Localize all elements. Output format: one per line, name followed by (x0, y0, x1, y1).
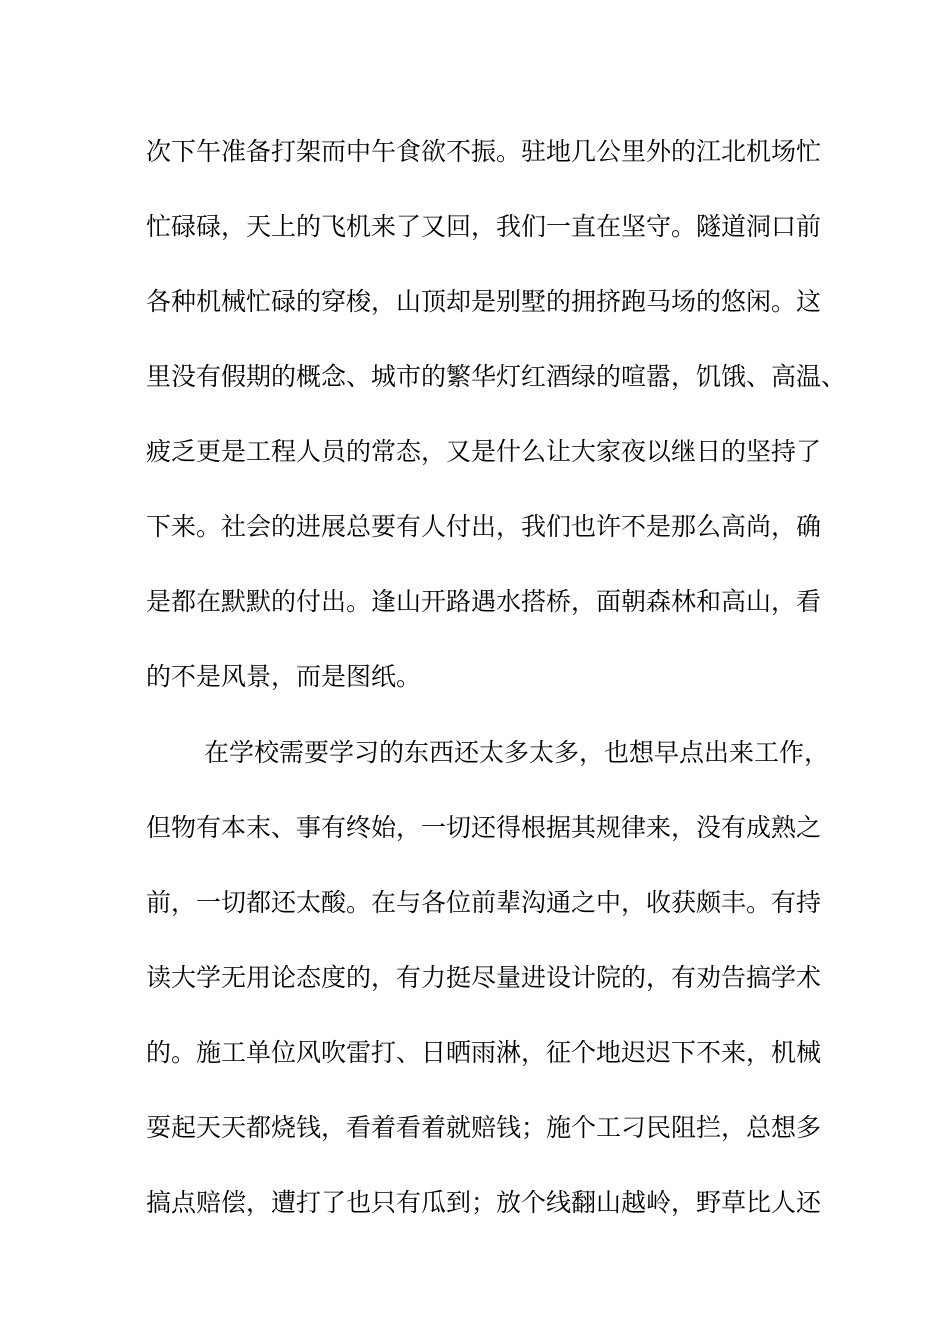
paragraph-1-line-1: 次下午准备打架而中午食欲不振。驻地几公里外的江北机场忙 (146, 137, 822, 166)
paragraph-2-line-7: 搞点赔偿，遭打了也只有瓜到；放个线翻山越岭，野草比人还 (146, 1188, 822, 1217)
paragraph-2-line-6: 耍起天天都烧钱，看着看着就赔钱；施个工刁民阻拦，总想多 (146, 1113, 822, 1142)
paragraph-2-line-2: 但物有本末、事有终始，一切还得根据其规律来，没有成熟之 (146, 813, 822, 842)
paragraph-1-line-2: 忙碌碌，天上的飞机来了又回，我们一直在坚守。隧道洞口前 (146, 212, 822, 241)
paragraph-1-line-3: 各种机械忙碌的穿梭，山顶却是别墅的拥挤跑马场的悠闲。这 (146, 287, 822, 316)
paragraph-2-line-4: 读大学无用论态度的，有力挺尽量进设计院的，有劝告搞学术 (146, 963, 822, 992)
paragraph-2-line-1: 在学校需要学习的东西还太多太多，也想早点出来工作， (204, 738, 830, 767)
paragraph-1-line-8: 的不是风景，而是图纸。 (146, 662, 422, 691)
paragraph-2-line-5: 的。施工单位风吹雷打、日晒雨淋，征个地迟迟下不来，机械 (146, 1038, 822, 1067)
paragraph-1-line-7: 是都在默默的付出。逢山开路遇水搭桥，面朝森林和高山，看 (146, 587, 822, 616)
paragraph-1-line-5: 疲乏更是工程人员的常态，又是什么让大家夜以继日的坚持了 (146, 437, 822, 466)
paragraph-2-line-3: 前，一切都还太酸。在与各位前辈沟通之中，收获颇丰。有持 (146, 888, 822, 917)
paragraph-1-line-6: 下来。社会的进展总要有人付出，我们也许不是那么高尚，确 (146, 512, 822, 541)
paragraph-1-line-4: 里没有假期的概念、城市的繁华灯红酒绿的喧嚣，饥饿、高温、 (146, 362, 847, 391)
